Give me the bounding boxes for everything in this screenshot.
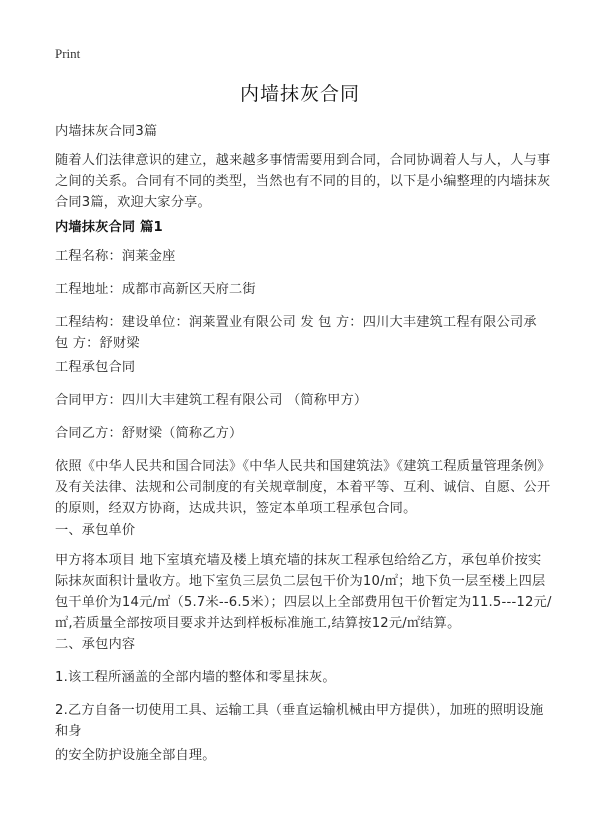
print-label: Print	[55, 46, 81, 61]
list-item-2-continued: 的安全防护设施全部自理。	[55, 748, 216, 763]
list-item-2: 2.乙方自备一切使用工具、运输工具（垂直运输机械由甲方提供），加班的照明设施和身	[55, 703, 544, 739]
project-structure: 工程结构：建设单位：润莱置业有限公司 发 包 方：四川大丰建筑工程有限公司承 包 方：舒财梁	[55, 315, 537, 351]
document-title: 内墙抹灰合同	[239, 83, 360, 105]
list-item-1: 1.该工程所涵盖的全部内墙的整体和零星抹灰。	[55, 670, 336, 685]
section1-heading: 一、承包单价	[55, 523, 136, 538]
document-subtitle: 内墙抹灰合同3篇	[55, 124, 158, 139]
party-b: 合同乙方：舒财梁（简称乙方）	[55, 426, 243, 441]
intro-paragraph: 随着人们法律意识的建立，越来越多事情需要用到合同，合同协调着人与人，人与事之间的关系。合同有不同的类型，当然也有不同的目的，以下是小编整理的内墙抹灰合同3篇，欢迎大家分享。	[55, 153, 551, 210]
section-heading: 内墙抹灰合同 篇1	[55, 220, 163, 235]
section1-body: 甲方将本项目 地下室填充墙及楼上填充墙的抹灰工程承包给给乙方，承包单价按实际抹灰面积计量收方。地下室负三层负二层包干价为10/㎡；地下负一层至楼上四层包干单价为14元/㎡（5.7米--6.5米）；四层以上全部费用包干价暂定为11.5---12元/㎡,若质量全部按项目要求并达到样板标准施工,结算按12元/㎡结算。	[55, 553, 552, 631]
contract-type: 工程承包合同	[55, 360, 136, 375]
party-a: 合同甲方：四川大丰建筑工程有限公司 （简称甲方）	[55, 393, 368, 408]
section2-heading: 二、承包内容	[55, 637, 136, 652]
project-name: 工程名称：润莱金座	[55, 249, 176, 264]
project-address: 工程地址：成都市高新区天府二街	[55, 282, 256, 297]
basis-paragraph: 依照《中华人民共和国合同法》《中华人民共和国建筑法》《建筑工程质量管理条例》及有关法律、法规和公司制度的有关规章制度，本着平等、互利、诚信、自愿、公开的原则，经双方协商，达成共识，签定本单项工程承包合同。	[55, 459, 551, 516]
